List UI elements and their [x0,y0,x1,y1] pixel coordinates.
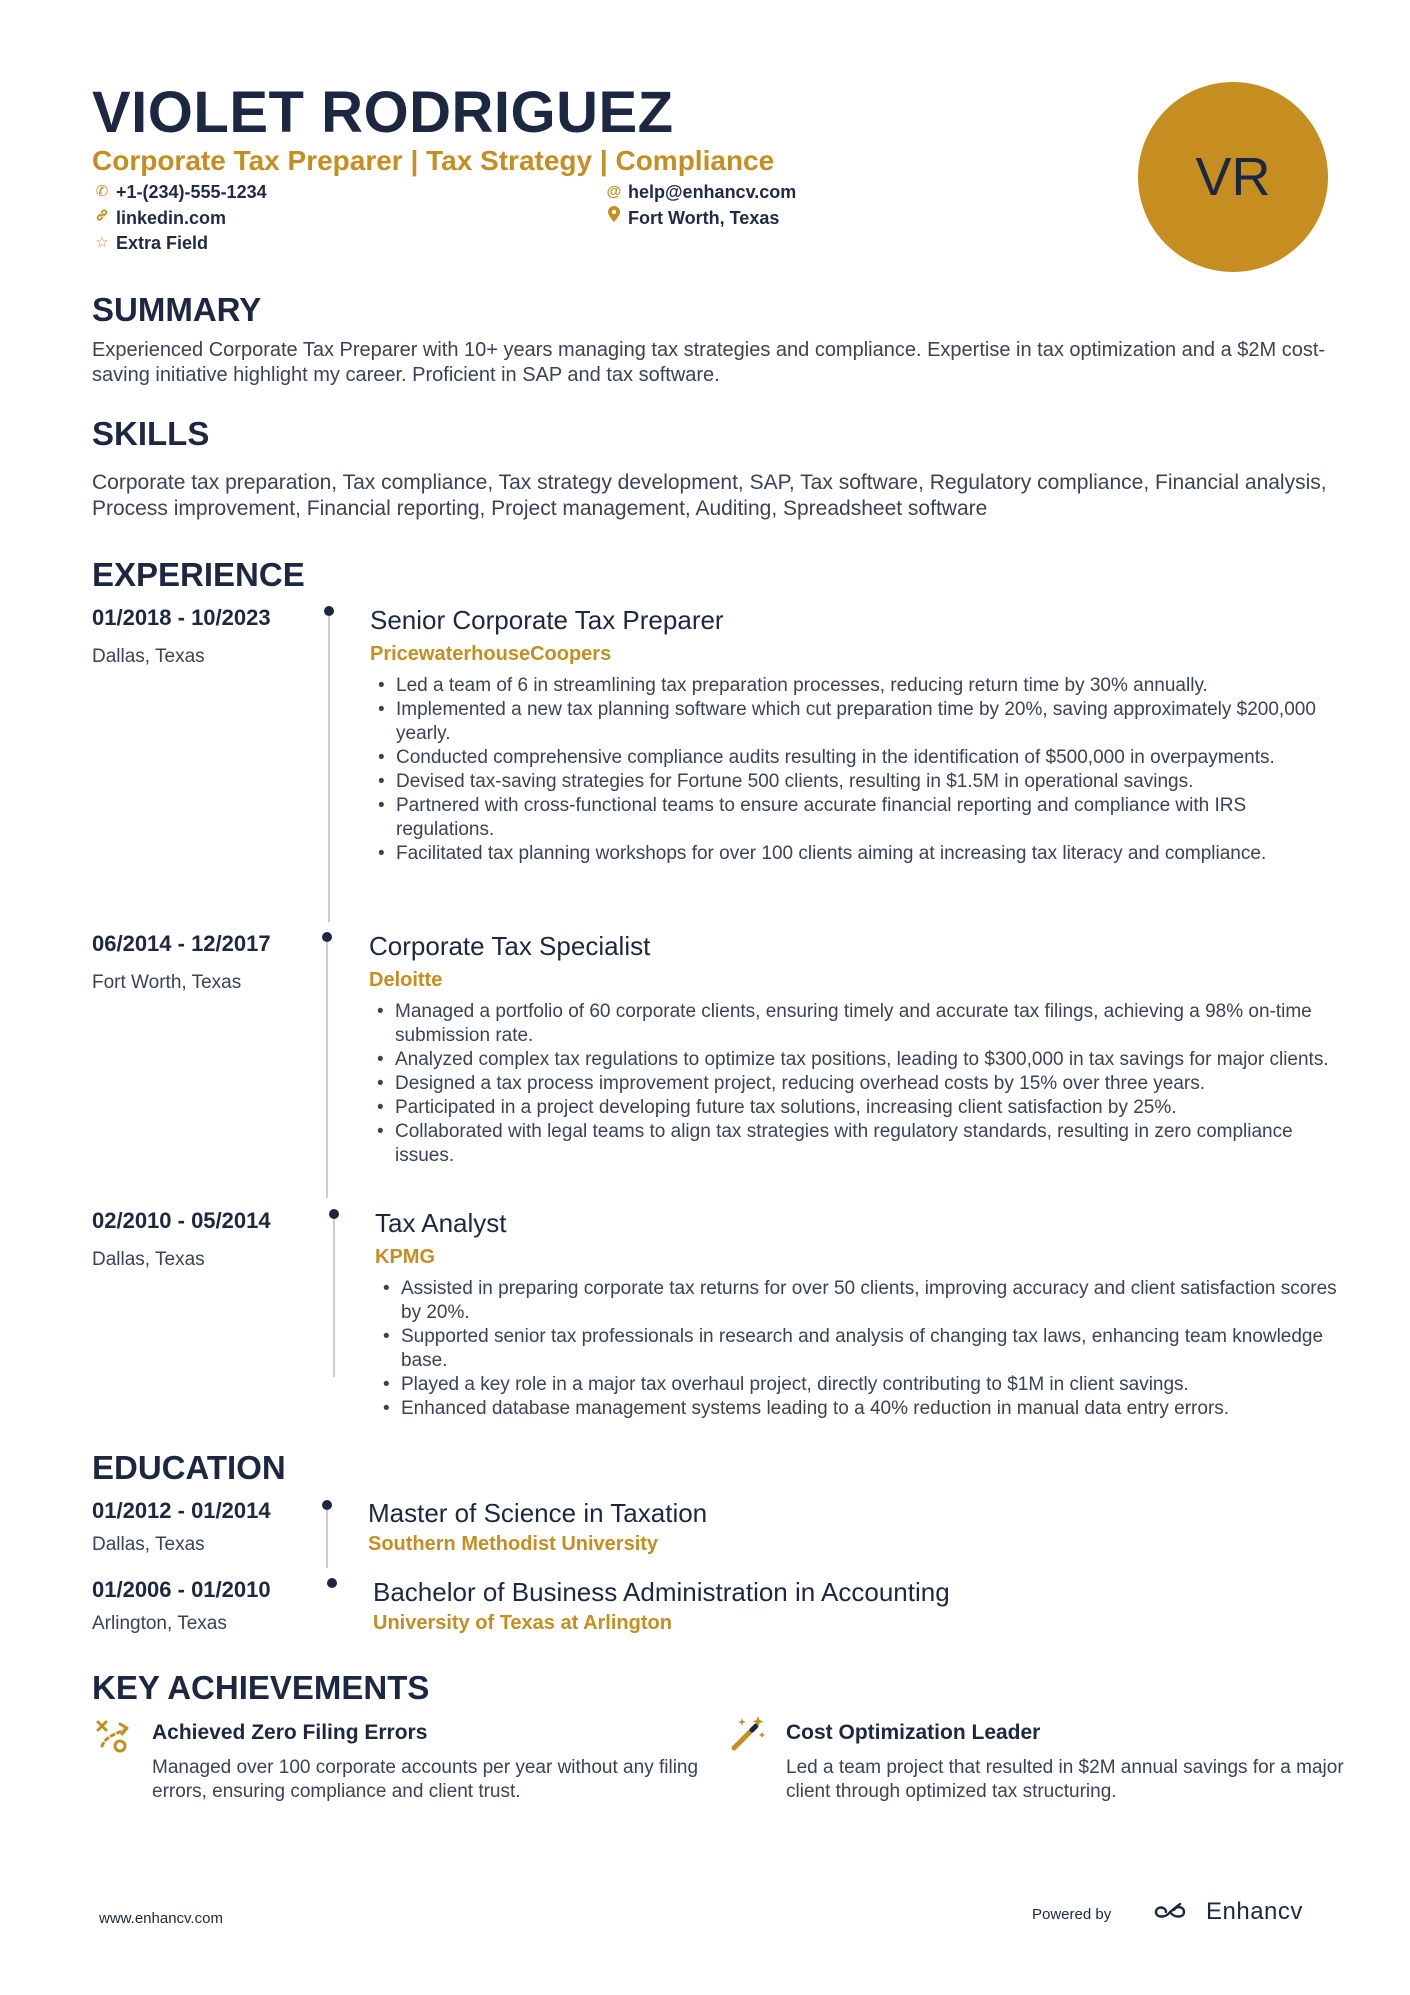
edu-2-dates: 01/2006 - 01/2010 [92,1577,271,1602]
timeline-dot [322,932,332,942]
achievement-1-desc: Managed over 100 corporate accounts per year without any filing errors, ensuring compliance and client trust. [152,1757,699,1802]
list-item: • Implemented a new tax planning software which cut preparation time by 20%, saving approximately $200,000 yearly. [374,698,1334,746]
list-item: • Partnered with cross-functional teams to ensure accurate financial reporting and compliance with IRS regulations. [374,794,1334,842]
job-1-dates: 01/2018 - 10/2023 [92,605,271,630]
job-3-bullets [379,1277,1339,1421]
timeline-line [333,1219,335,1377]
linkedin-text[interactable]: linkedin.com [116,208,227,228]
achievement-2-desc: Led a team project that resulted in $2M annual savings for a major client through optimized tax structuring. [786,1757,1344,1802]
edu-2-location: Arlington, Texas [92,1613,227,1634]
achievement-2-title: Cost Optimization Leader [786,1721,1041,1744]
link-icon [92,206,112,230]
at-icon: @ [606,183,622,200]
job-1-company: PricewaterhouseCoopers [370,643,612,665]
phone-text: +1-(234)-555-1234 [116,182,267,202]
job-2-company: Deloitte [369,969,443,991]
skills-title: SKILLS [92,415,210,452]
list-item: • Conducted comprehensive compliance audits resulting in the identification of $500,000 in overpayments. [374,746,1334,770]
enhancv-logo[interactable] [1152,1898,1303,1926]
skills-text: Corporate tax preparation, Tax compliance, Tax strategy development, SAP, Tax software, Regulatory compliance, Financial analysis, Process improvement, Financial reporting, Project management, Auditing, Spreadsheet software [92,471,1327,520]
timeline-dot [329,1209,339,1219]
list-item: • Supported senior tax professionals in research and analysis of changing tax laws, enhancing team knowledge base. [379,1325,1339,1373]
footer-powered-by: Powered by [1032,1906,1112,1923]
brand-name: Enhancv [1206,1898,1303,1925]
list-item: • Collaborated with legal teams to align tax strategies with regulatory standards, resulting in zero compliance issues. [373,1120,1333,1168]
footer-website[interactable]: www.enhancv.com [99,1910,223,1927]
candidate-name: VIOLET RODRIGUEZ [92,80,674,145]
list-item: • Played a key role in a major tax overhaul project, directly contributing to $1M in client savings. [379,1373,1339,1397]
edu-2-degree: Bachelor of Business Administration in Accounting [373,1577,950,1607]
headline: Corporate Tax Preparer | Tax Strategy | Compliance [92,145,775,176]
contact-location [604,206,779,230]
edu-1-dates: 01/2012 - 01/2014 [92,1498,271,1523]
enhancv-logo-icon [1152,1900,1198,1924]
list-item: • Managed a portfolio of 60 corporate clients, ensuring timely and accurate tax filings, achieving a 98% on-time submission rate. [373,1000,1333,1048]
strategy-icon [94,1716,134,1756]
list-item: • Assisted in preparing corporate tax returns for over 50 clients, improving accuracy and client satisfaction scores by 20%. [379,1277,1339,1325]
timeline-dot [322,1500,332,1510]
contact-extra [92,231,208,255]
job-1-bullets [374,674,1334,866]
job-3-role: Tax Analyst [375,1208,507,1238]
achievement-1-title: Achieved Zero Filing Errors [152,1721,428,1744]
contact-phone [92,180,267,204]
achievements-title: KEY ACHIEVEMENTS [92,1669,430,1706]
job-3-company: KPMG [375,1246,435,1268]
education-title: EDUCATION [92,1449,286,1486]
edu-2-school: University of Texas at Arlington [373,1612,672,1634]
job-1-location: Dallas, Texas [92,646,205,667]
list-item: • Led a team of 6 in streamlining tax preparation processes, reducing return time by 30% annually. [374,674,1334,698]
job-2-location: Fort Worth, Texas [92,972,242,993]
job-2-dates: 06/2014 - 12/2017 [92,931,271,956]
list-item: • Designed a tax process improvement project, reducing overhead costs by 15% over three years. [373,1072,1333,1096]
location-pin-icon [604,206,624,230]
summary-text: Experienced Corporate Tax Preparer with 10+ years managing tax strategies and compliance. Expertise in tax optimization and a $2M cost-saving initiative highlight my career. Proficient in SAP and tax software. [92,339,1326,386]
phone-icon: ✆ [95,183,109,200]
job-3-location: Dallas, Texas [92,1249,205,1270]
email-text[interactable]: help@enhancv.com [628,182,797,202]
job-2-role: Corporate Tax Specialist [369,931,651,961]
job-1-role: Senior Corporate Tax Preparer [370,605,724,635]
experience-title: EXPERIENCE [92,556,305,593]
list-item: • Facilitated tax planning workshops for over 100 clients aiming at increasing tax literacy and compliance. [374,842,1334,866]
contact-linkedin[interactable] [92,206,226,230]
avatar: VR [1138,82,1328,272]
job-2-bullets [373,1000,1333,1168]
edu-1-degree: Master of Science in Taxation [368,1498,708,1528]
summary-title: SUMMARY [92,291,262,328]
star-icon: ☆ [95,234,109,251]
timeline-line [328,616,330,922]
timeline-dot [327,1578,337,1588]
timeline-line [326,942,328,1198]
timeline-dot [324,606,334,616]
location-text: Fort Worth, Texas [628,208,780,228]
edu-1-location: Dallas, Texas [92,1534,205,1555]
magic-wand-icon [728,1714,768,1754]
list-item: • Enhanced database management systems leading to a 40% reduction in manual data entry errors. [379,1397,1339,1421]
timeline-line [326,1510,328,1568]
job-3-dates: 02/2010 - 05/2014 [92,1208,271,1233]
list-item: • Devised tax-saving strategies for Fortune 500 clients, resulting in $1.5M in operational savings. [374,770,1334,794]
list-item: • Analyzed complex tax regulations to optimize tax positions, leading to $300,000 in tax savings for major clients. [373,1048,1333,1072]
edu-1-school: Southern Methodist University [368,1533,659,1555]
list-item: • Participated in a project developing future tax solutions, increasing client satisfaction by 25%. [373,1096,1333,1120]
contact-email[interactable] [604,180,796,204]
extra-text: Extra Field [116,233,209,253]
